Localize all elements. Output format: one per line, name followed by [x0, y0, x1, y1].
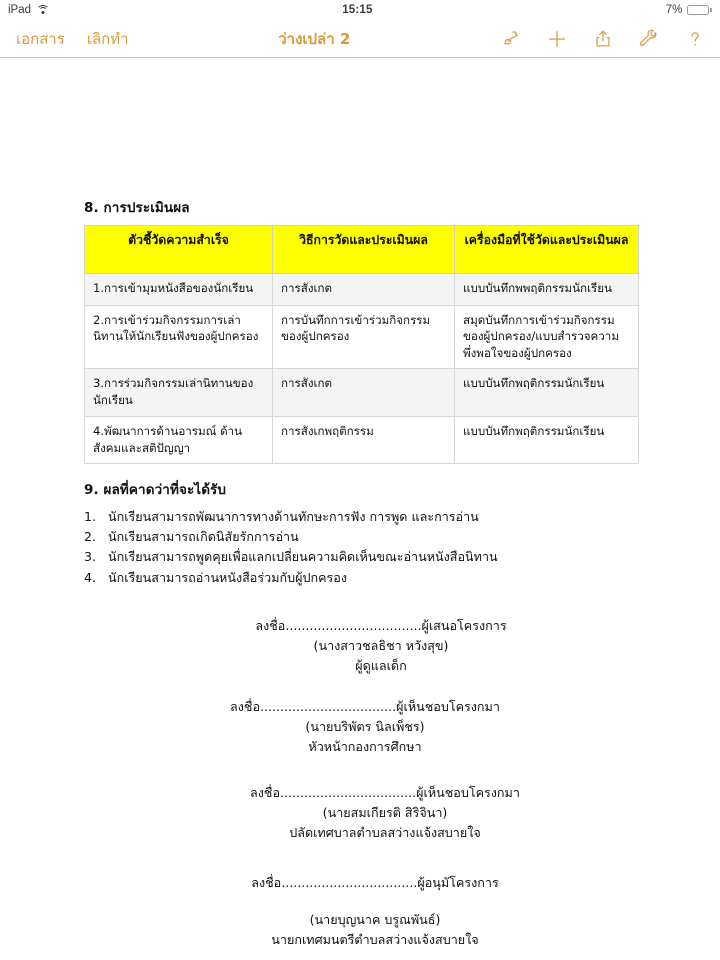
list-item: [84, 527, 640, 547]
list-item-number: 2.: [84, 528, 97, 544]
signature-block: [90, 697, 640, 757]
table-row: [85, 273, 639, 305]
signature-role: ผู้ดูแลเด็ก: [355, 658, 407, 674]
table-header-cell: ตัวชี้วัดความสำเร็จ: [85, 226, 273, 274]
table-header-cell: เครื่องมือที่ใช้วัดและประเมินผล: [455, 226, 639, 274]
signature-line: ลงชื่อ..................................ผู้เห็นชอบโครงกมา: [250, 784, 520, 800]
toolbar-right-group: [500, 28, 706, 50]
list-item-text: นักเรียนสามารถพูดคุยเพื่อแลกเปลี่ยนความคิดเห็นขณะอ่านหนังสือนิทาน: [108, 549, 498, 565]
share-icon[interactable]: [592, 28, 614, 50]
table-cell: 4.พัฒนาการด้านอารมณ์ ด้านสังคมและสติปัญญา: [85, 416, 273, 463]
toolbar-left-group: [16, 27, 129, 51]
device-name: iPad: [8, 4, 32, 16]
signature-name: (นายสมเกียรติ สิริจินา): [322, 805, 448, 821]
table-cell: แบบบันทึกพฤติกรรมนักเรียน: [455, 416, 639, 463]
list-item-text: นักเรียนสามารถอ่านหนังสือร่วมกับผู้ปกครอง: [108, 569, 348, 585]
signature-line: ลงชื่อ..................................ผู้อนุมัโครงการ: [251, 875, 499, 891]
status-bar-left: [8, 4, 49, 16]
list-item: [84, 547, 640, 567]
section-9-heading: 9. ผลที่คาดว่าที่จะได้รับ: [84, 481, 227, 498]
document-canvas[interactable]: [0, 58, 720, 950]
table-cell: 2.การเข้าร่วมกิจกรรมการเล่านิทานให้นักเรียนฟังของผู้ปกครอง: [85, 305, 273, 368]
status-bar-clock: 15:15: [342, 4, 373, 16]
signature-role: หัวหน้ากองการศึกษา: [308, 738, 422, 754]
table-header-row: [85, 226, 639, 274]
signature-block: [122, 616, 640, 676]
list-item-text: นักเรียนสามารถพัฒนาการทางด้านทักษะการฟัง การพูด และการอ่าน: [108, 508, 479, 524]
document-title[interactable]: ว่างเปล่า 2: [278, 29, 351, 48]
table-cell: การสังเกต: [273, 368, 455, 416]
section-8-heading: 8. การประเมินผล: [84, 200, 190, 216]
table-cell: แบบบันทึกพฤติกรรมนักเรียน: [455, 368, 639, 416]
table-header-cell: วิธีการวัดและประเมินผล: [273, 226, 455, 274]
signature-name: (นายบุญนาค บรูณพันธ์): [309, 911, 441, 927]
signature-section: [84, 616, 640, 950]
table-cell: 1.การเข้ามุมหนังสือของนักเรียน: [85, 273, 273, 305]
table-cell: การสังเกต: [273, 273, 455, 305]
add-icon[interactable]: [546, 28, 568, 50]
table-row: [85, 305, 639, 368]
evaluation-table: [84, 225, 639, 464]
document-page: [0, 58, 720, 950]
signature-block: [110, 873, 640, 949]
list-item: [84, 507, 640, 527]
signature-role: นายกเทศมนตรีตำบลสว่างแจ้งสบายใจ: [271, 931, 479, 947]
animate-brush-icon[interactable]: [500, 28, 522, 50]
list-item-text: นักเรียนสามารถเกิดนิสัยรักการอ่าน: [108, 528, 299, 544]
documents-button[interactable]: เอกสาร: [16, 29, 65, 48]
status-bar-right: [666, 4, 712, 16]
signature-role: ปลัดเทศบาลตำบลสว่างแจ้งสบายใจ: [289, 825, 481, 841]
table-cell: การสังเกพฤติกรรม: [273, 416, 455, 463]
wifi-icon: [36, 5, 49, 15]
help-icon[interactable]: [684, 28, 706, 50]
list-item-number: 1.: [84, 508, 97, 524]
wrench-tools-icon[interactable]: [638, 28, 660, 50]
table-row: [85, 368, 639, 416]
signature-block: [130, 783, 640, 843]
table-row: [85, 416, 639, 463]
table-cell: 3.การร่วมกิจกรรมเล่านิทานของนักเรียน: [85, 368, 273, 416]
table-cell: การบันทึกการเข้าร่วมกิจกรรมของผู้ปกครอง: [273, 305, 455, 368]
signature-line: ลงชื่อ..................................ผู้เห็นชอบโครงกมา: [230, 698, 500, 714]
signature-name: (นายบริพัตร นิลเพ็ชร): [305, 718, 425, 734]
list-item: [84, 568, 640, 588]
signature-name: (นางสาวชลธิชา หวังสุข): [313, 638, 449, 654]
list-item-number: 4.: [84, 569, 97, 585]
list-item-number: 3.: [84, 549, 97, 565]
expected-results-list: [84, 507, 640, 589]
signature-line: ลงชื่อ..................................ผู้เสนอโครงการ: [255, 618, 507, 634]
app-toolbar: [0, 20, 720, 58]
table-cell: แบบบันทึกพพฤติกรรมนักเรียน: [455, 273, 639, 305]
battery-icon: [687, 5, 712, 16]
ios-status-bar: [0, 0, 720, 20]
battery-percent-label: 7%: [665, 4, 683, 16]
section-9: [84, 478, 640, 589]
undo-button[interactable]: เลิกทำ: [86, 29, 129, 48]
table-cell: สมุดบันทึกการเข้าร่วมกิจกรรมของผู้ปกครอง/แบบสำรวจความพึ่งพอใจของผู้ปกครอง: [455, 305, 639, 368]
